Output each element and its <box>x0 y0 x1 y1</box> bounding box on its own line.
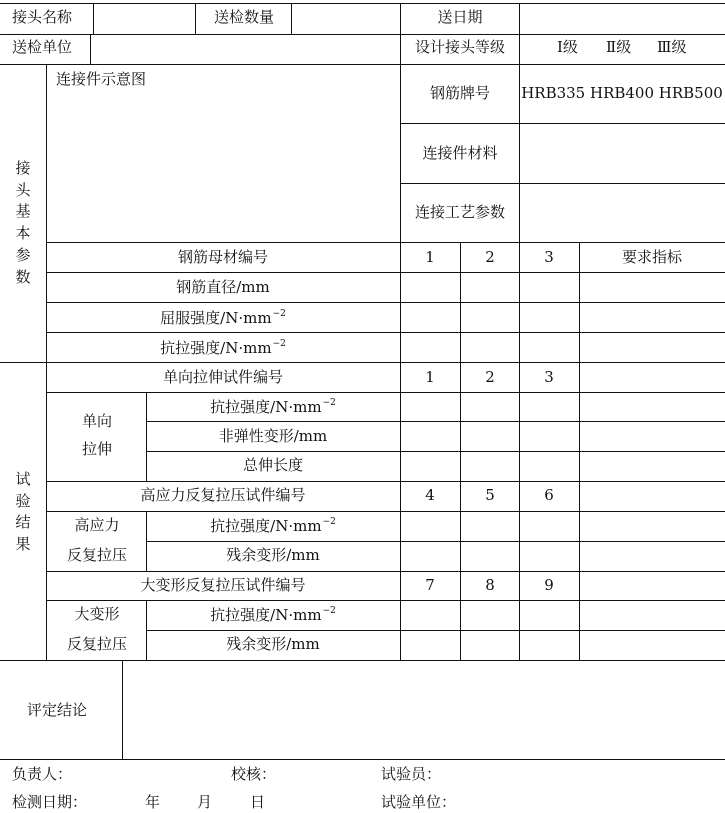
uniaxial-specimen-no-label: 单向拉伸试件编号 <box>162 368 284 386</box>
tester-label: 试验员： <box>381 765 442 783</box>
large-deform-label-2: 反复拉压 <box>66 635 128 653</box>
base-number-3: 3 <box>544 248 554 266</box>
yield-strength-label <box>160 310 286 326</box>
high-stress-tensile-text: 抗拉强度/N·mm <box>210 517 322 535</box>
high-stress-number-4: 4 <box>425 486 435 504</box>
high-stress-label-1: 高应力 <box>74 516 120 534</box>
rebar-diameter-label: 钢筋直径/mm <box>176 278 270 296</box>
high-stress-specimen-no-label: 高应力反复拉压试件编号 <box>140 486 306 504</box>
uniaxial-number-2: 2 <box>485 368 495 386</box>
residual-deform-label: 残余变形/mm <box>226 546 320 564</box>
reviewer-label: 校核： <box>231 765 277 783</box>
tensile-strength-label <box>160 340 286 356</box>
year-label: 年 <box>145 793 161 811</box>
unit-exponent: −2 <box>272 339 286 349</box>
high-stress-number-6: 6 <box>544 486 554 504</box>
rebar-grade-label: 钢筋牌号 <box>429 84 491 102</box>
grade-2: Ⅱ级 <box>606 38 632 56</box>
test-date-label: 检测日期： <box>12 793 88 811</box>
grade-1: Ⅰ级 <box>557 38 578 56</box>
test-unit-label: 试验单位： <box>381 793 457 811</box>
conclusion-label: 评定结论 <box>27 701 88 719</box>
unit-exponent: −2 <box>322 517 336 527</box>
connector-diagram-label: 连接件示意图 <box>56 70 147 88</box>
high-stress-label-2: 反复拉压 <box>66 546 128 564</box>
day-label: 日 <box>250 793 266 811</box>
test-results-label: 试验结果 <box>15 470 31 554</box>
uniaxial-label-2: 拉伸 <box>81 440 113 458</box>
base-material-no-label: 钢筋母材编号 <box>177 248 269 266</box>
submit-unit-label: 送检单位 <box>12 38 73 56</box>
rebar-grade-options: HRB335 HRB400 HRB500 <box>521 84 723 102</box>
uniaxial-tensile-text: 抗拉强度/N·mm <box>210 398 322 416</box>
joint-name-label: 接头名称 <box>12 8 73 26</box>
uniaxial-number-3: 3 <box>544 368 554 386</box>
inelastic-deform-label: 非弹性变形/mm <box>218 427 328 445</box>
required-index-label: 要求指标 <box>621 248 683 266</box>
uniaxial-tensile-label <box>210 399 336 415</box>
large-deform-label-1: 大变形 <box>74 605 120 623</box>
large-deform-specimen-no-label: 大变形反复拉压试件编号 <box>140 576 306 594</box>
large-deform-number-8: 8 <box>485 576 495 594</box>
uniaxial-number-1: 1 <box>425 368 435 386</box>
large-deform-number-7: 7 <box>425 576 435 594</box>
grade-3: Ⅲ级 <box>657 38 687 56</box>
submit-qty-label: 送检数量 <box>213 8 275 26</box>
design-grade-label: 设计接头等级 <box>414 38 506 56</box>
base-number-2: 2 <box>485 248 495 266</box>
unit-exponent: −2 <box>322 606 336 616</box>
basic-params-label: 接头基本参数 <box>15 159 31 286</box>
process-params-label: 连接工艺参数 <box>414 203 506 221</box>
connector-material-label: 连接件材料 <box>422 144 498 162</box>
unit-exponent: −2 <box>272 309 286 319</box>
large-deform-tensile-label <box>210 607 336 623</box>
person-in-charge-label: 负责人： <box>12 765 73 783</box>
large-deform-tensile-text: 抗拉强度/N·mm <box>210 606 322 624</box>
residual-deform-label-2: 残余变形/mm <box>226 635 320 653</box>
high-stress-number-5: 5 <box>485 486 495 504</box>
submit-date-label: 送日期 <box>437 8 483 26</box>
large-deform-number-9: 9 <box>544 576 554 594</box>
unit-exponent: −2 <box>322 398 336 408</box>
base-number-1: 1 <box>425 248 435 266</box>
tensile-strength-text: 抗拉强度/N·mm <box>160 339 272 357</box>
uniaxial-label-1: 单向 <box>81 412 113 430</box>
high-stress-tensile-label <box>210 518 336 534</box>
total-elongation-label: 总伸长度 <box>242 456 304 474</box>
month-label: 月 <box>197 793 213 811</box>
yield-strength-text: 屈服强度/N·mm <box>160 309 272 327</box>
